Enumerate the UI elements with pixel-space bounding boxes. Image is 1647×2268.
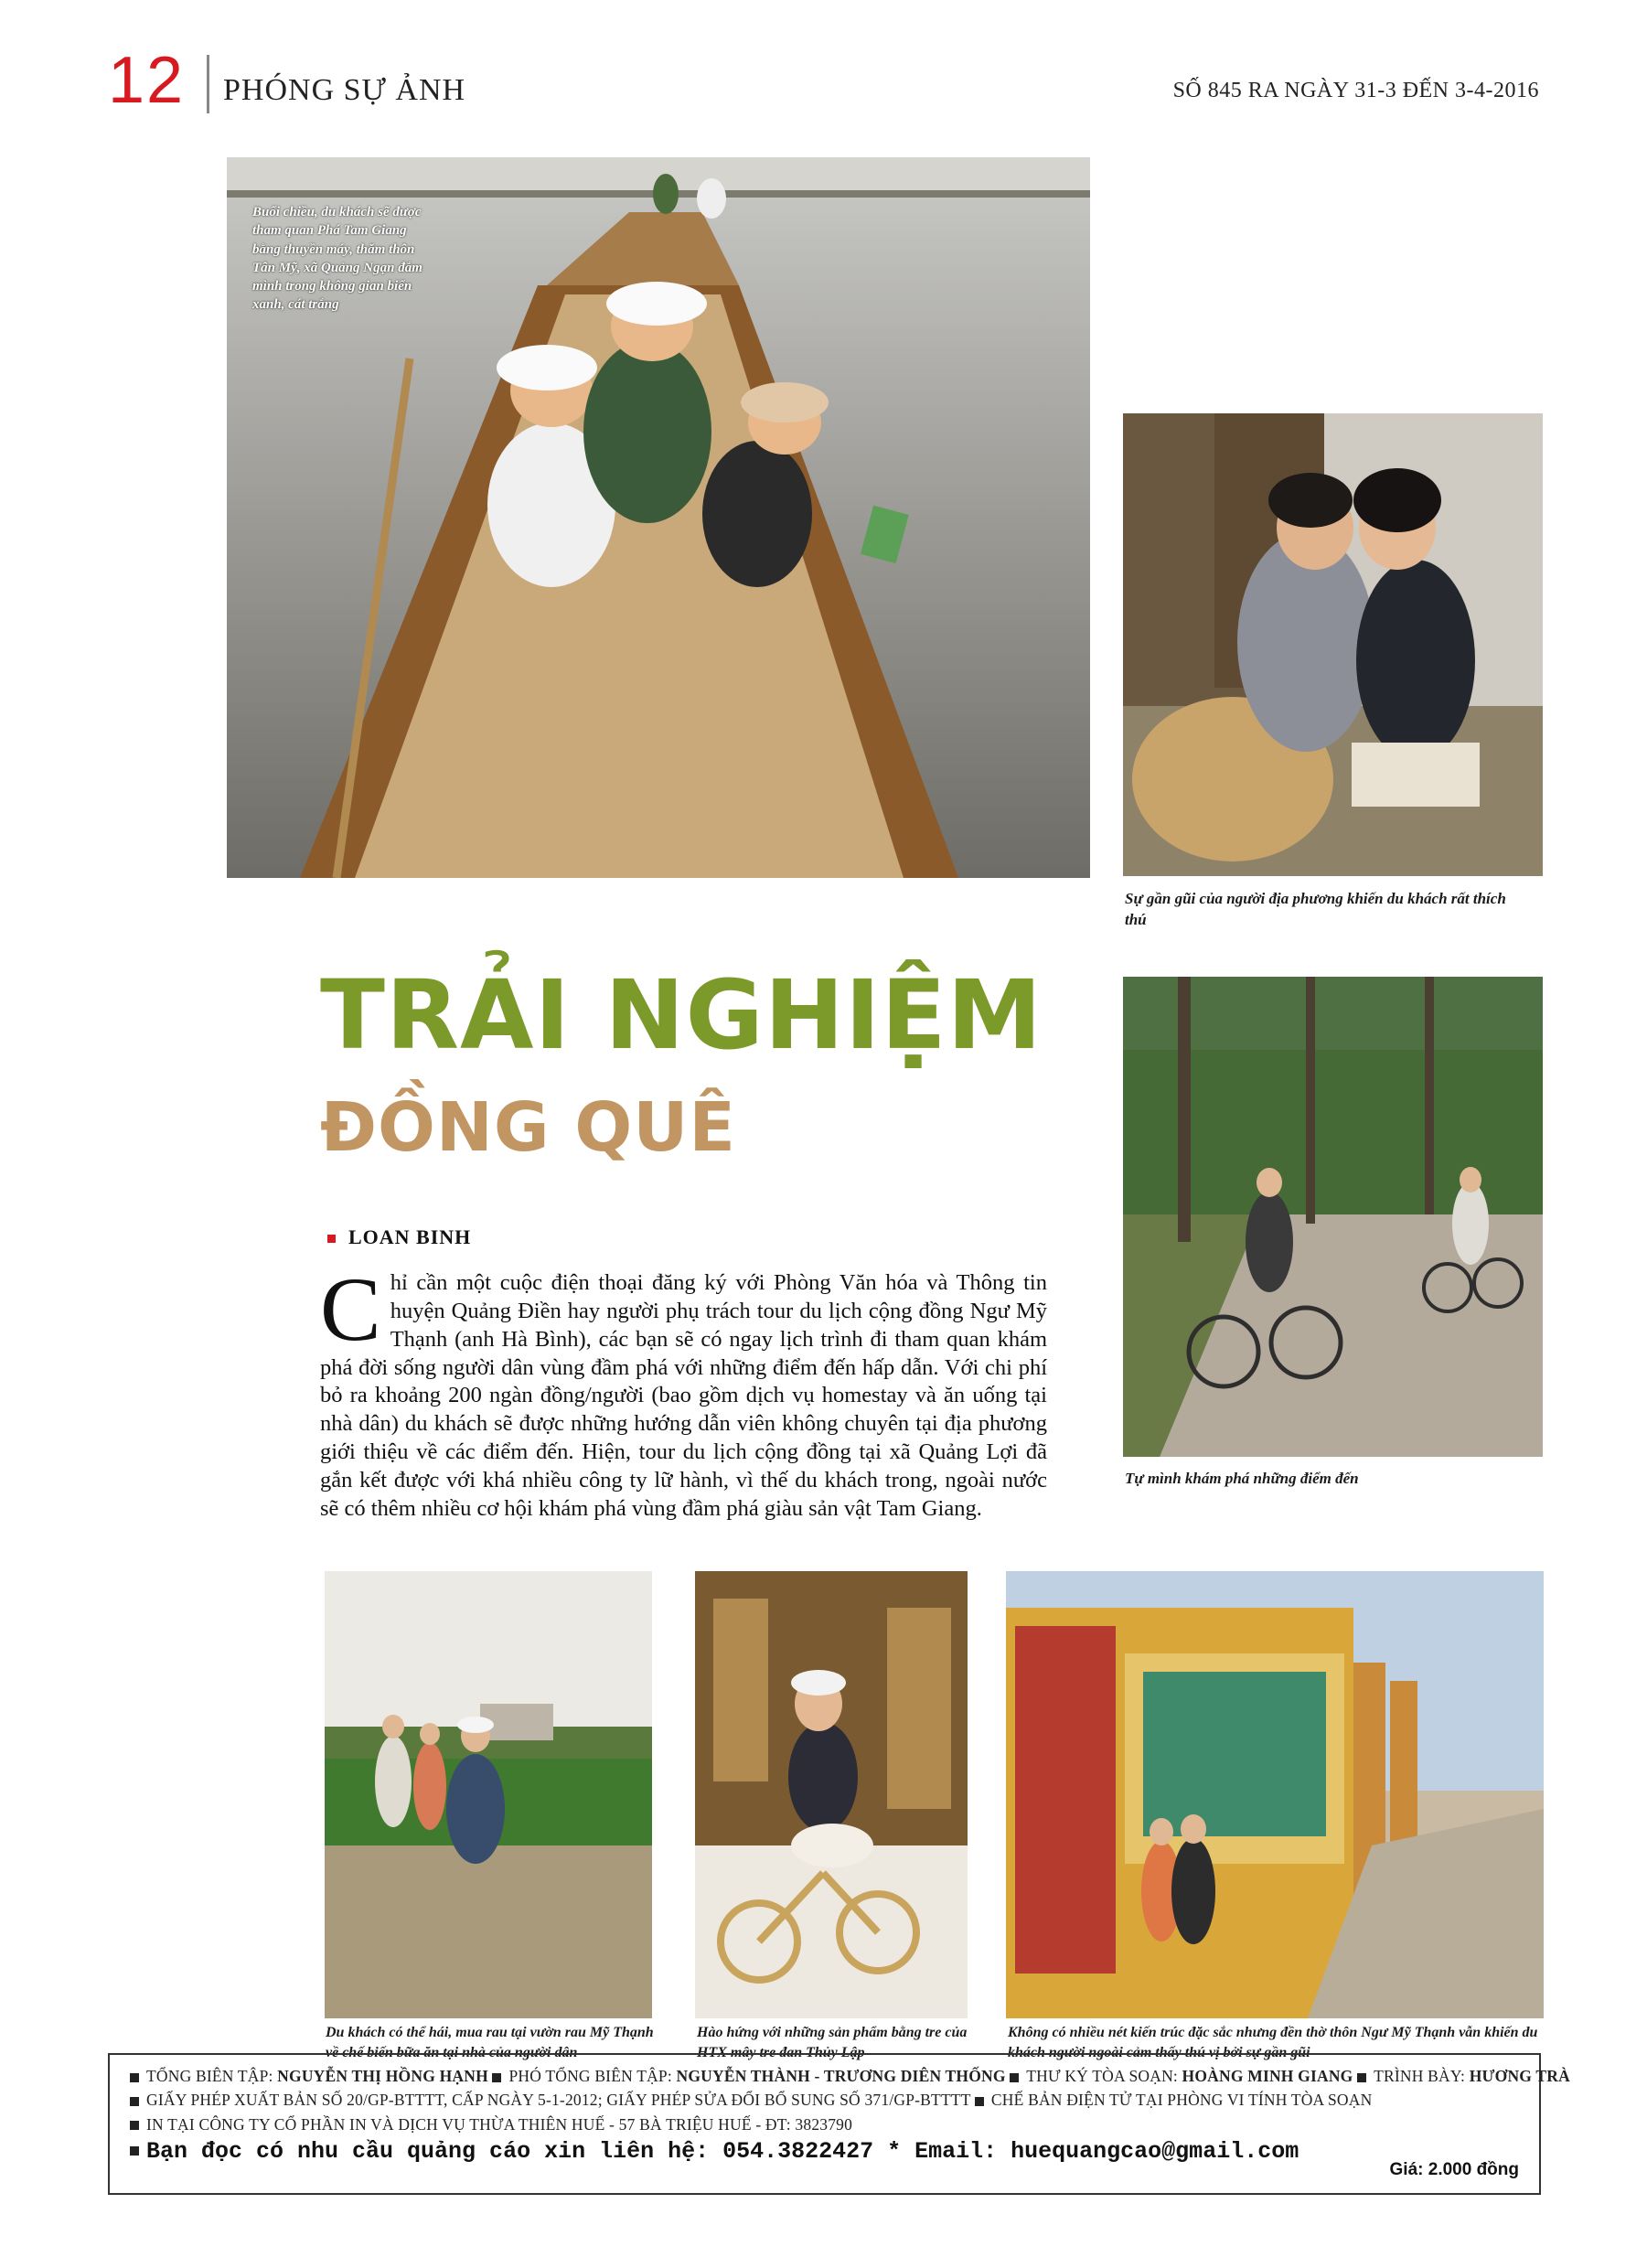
masthead-footer xyxy=(108,2053,1570,2195)
bamboo-bike-photo xyxy=(695,1571,968,2018)
garden-photo xyxy=(325,1571,652,2018)
article-title-line1: TRẢI NGHIỆM xyxy=(320,959,1043,1071)
bullet-icon xyxy=(1357,2073,1366,2082)
bullet-icon xyxy=(130,2121,139,2130)
page-number: 12 xyxy=(108,44,186,117)
bullet-icon xyxy=(1010,2073,1019,2082)
garden-caption: Du khách có thể hái, mua rau tại vườn rau Mỹ Thạnh về chế biến bữa ăn tại nhà của người dân xyxy=(326,2025,654,2060)
drop-cap: C xyxy=(320,1258,381,1360)
section-name: PHÓNG SỰ ẢNH xyxy=(223,73,466,107)
printing-line: IN TẠI CÔNG TY CỔ PHẦN IN VÀ DỊCH VỤ THỪA THIÊN HUẾ - 57 BÀ TRIỆU HUẾ - ĐT: 3823790 xyxy=(130,2113,1519,2136)
bamboo-bike-caption: Hào hứng với những sản phẩm bằng tre của HTX mây tre đan Thủy Lập xyxy=(697,2025,968,2060)
bullet-icon xyxy=(975,2097,984,2106)
bikes-photo xyxy=(1123,977,1543,1457)
bullet-icon xyxy=(130,2146,139,2156)
header-divider xyxy=(207,55,209,113)
bullet-icon xyxy=(492,2073,501,2082)
lead-paragraph xyxy=(320,1258,1047,1524)
editor-name: NGUYỄN THỊ HỒNG HẠNH xyxy=(277,2067,488,2085)
layout-name: HƯƠNG TRÀ xyxy=(1469,2067,1570,2085)
boat-caption: Buổi chiều, du khách sẽ được tham quan Phá Tam Giang bằng thuyền máy, thăm thôn Tân Mỹ, xã Quảng Ngạn đắm mình trong không gian biển xanh, cát trắng xyxy=(252,205,422,313)
issue-info: SỐ 845 RA NGÀY 31-3 ĐẾN 3-4-2016 xyxy=(1172,79,1539,102)
staff-line: TỔNG BIÊN TẬP: NGUYỄN THỊ HỒNG HẠNH PHÓ TỔNG BIÊN TẬP: NGUYỄN THÀNH - TRƯƠNG DIÊN THỐNG THƯ KÝ TÒA SOẠN: HOÀNG MINH GIANG TRÌNH BÀY: HƯƠNG TRÀ xyxy=(130,2064,1519,2088)
license-line: GIẤY PHÉP XUẤT BẢN SỐ 20/GP-BTTTT, CẤP NGÀY 5-1-2012; GIẤY PHÉP SỬA ĐỔI BỔ SUNG SỐ 371/GP-BTTTT CHẾ BẢN ĐIỆN TỬ TẠI PHÒNG VI TÍNH TÒA SOẠN xyxy=(130,2088,1519,2112)
advertising-contact: Bạn đọc có nhu cầu quảng cáo xin liên hệ: 054.3822427 * Email: huequangcao@gmail.com xyxy=(130,2138,1519,2165)
lead-text: hỉ cần một cuộc điện thoại đăng ký với Phòng Văn hóa và Thông tin huyện Quảng Điền hay người phụ trách tour du lịch cộng đồng Ngư Mỹ Thạnh (anh Hà Bình), các bạn sẽ có ngay lịch trình đi tham quan khám phá đời sống người dân vùng đầm phá với những điểm đến hấp dẫn. Với chi phí bỏ ra khoảng 200 ngàn đồng/người (bao gồm dịch vụ homestay và ăn uống tại nhà dân) du khách sẽ được những hướng dẫn viên không chuyên tại địa phương giới thiệu về các điểm đến. Hiện, tour du lịch cộng đồng tại xã Quảng Lợi đã gắn kết được với khá nhiều công ty lữ hành, vì thế du khách trong, ngoài nước sẽ có thêm nhiều cơ hội khám phá vùng đầm phá giàu sản vật Tam Giang. xyxy=(320,1270,1047,1521)
article-title-line2: ĐỒNG QUÊ xyxy=(320,1088,736,1167)
women-caption: Sự gần gũi của người địa phương khiến du khách rất thích thú xyxy=(1125,890,1506,928)
byline-marker xyxy=(327,1235,336,1243)
temple-photo xyxy=(1006,1571,1544,2018)
author-name: LOAN BINH xyxy=(348,1225,472,1248)
secretary-name: HOÀNG MINH GIANG xyxy=(1182,2067,1353,2085)
deputy-names: NGUYỄN THÀNH - TRƯƠNG DIÊN THỐNG xyxy=(676,2067,1006,2085)
byline xyxy=(327,1225,471,1249)
women-photo xyxy=(1123,413,1543,876)
temple-caption: Không có nhiều nét kiến trúc đặc sắc nhưng đền thờ thôn Ngư Mỹ Thạnh vẫn khiến du khách người ngoài cảm thấy thú vị bởi sự gần gũi xyxy=(1008,2025,1538,2060)
price-label: Giá: 2.000 đồng xyxy=(1389,2160,1519,2179)
bullet-icon xyxy=(130,2073,139,2082)
bikes-caption: Tự mình khám phá những điểm đến xyxy=(1125,1470,1359,1487)
bullet-icon xyxy=(130,2097,139,2106)
